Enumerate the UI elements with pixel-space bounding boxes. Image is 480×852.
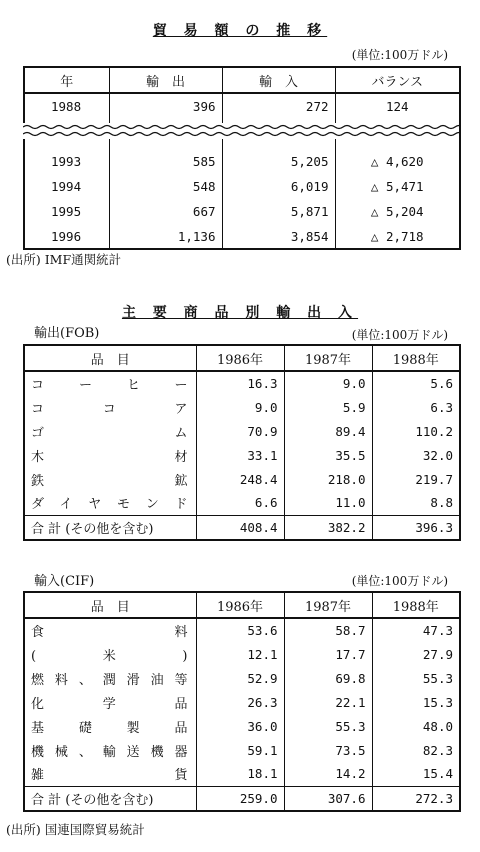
col-1988: 1988年 [372,345,460,371]
item-cell: 燃料、潤滑油等 [31,672,188,688]
table-row [24,174,460,199]
item-cell: (米) [31,648,188,664]
year-cell: 1988 [51,99,82,114]
imports-cell: 272 [222,93,335,119]
value-cell: 5.9 [284,395,372,419]
table-row [24,714,460,738]
value-cell: 110.2 [372,419,460,443]
item-cell: 食料 [31,625,188,640]
value-cell: 219.7 [372,467,460,491]
value-cell: 11.0 [284,491,372,515]
imports-cell: 6,019 [222,174,335,199]
value-cell: 17.7 [284,642,372,666]
exports-cell: 667 [109,199,222,224]
value-cell: 259.0 [196,786,284,811]
col-imports: 輸 入 [222,67,335,93]
item-cell: 雑貨 [31,768,188,784]
item-cell: 木材 [31,449,188,465]
imports-cell: 5,205 [222,149,335,174]
value-cell: 73.5 [284,738,372,762]
col-1986: 1986年 [196,345,284,371]
table-row [24,738,460,762]
value-cell: 32.0 [372,443,460,467]
exports-unit: (単位:100万ドル) [351,328,448,342]
value-cell: 248.4 [196,467,284,491]
value-cell: 9.0 [284,371,372,395]
col-exports: 輸 出 [109,67,222,93]
balance-cell: △ 5,471 [335,174,460,199]
imports-label: 輸入(CIF) [34,574,95,589]
value-cell: 47.3 [372,618,460,642]
table-row [24,491,460,515]
table-row [24,93,460,119]
item-cell: ココア [31,401,188,417]
table-row [24,395,460,419]
value-cell: 396.3 [372,515,460,540]
total-row [24,515,460,540]
value-cell: 36.0 [196,714,284,738]
table-row [24,199,460,224]
value-cell: 6.6 [196,491,284,515]
table-row [24,642,460,666]
value-cell: 218.0 [284,467,372,491]
imports-unit: (単位:100万ドル) [351,574,448,588]
value-cell: 48.0 [372,714,460,738]
balance-cell: △ 4,620 [335,149,460,174]
value-cell: 12.1 [196,642,284,666]
col-1987: 1987年 [284,345,372,371]
value-cell: 55.3 [284,714,372,738]
balance-cell: 124 [335,93,460,119]
table-row [24,419,460,443]
commodity-title: 主 要 商 品 別 輸 出 入 [121,305,359,321]
value-cell: 27.9 [372,642,460,666]
table-row [24,149,460,174]
value-cell: 53.6 [196,618,284,642]
table-row [24,618,460,642]
value-cell: 9.0 [196,395,284,419]
item-cell: 鉄鉱 [31,473,188,489]
year-cell: 1996 [51,228,82,244]
item-cell: 化学品 [31,696,188,712]
value-cell: 35.5 [284,443,372,467]
table-row [24,224,460,249]
col-1987: 1987年 [284,592,372,618]
item-cell: ゴム [31,425,188,441]
item-cell: 基礎製品 [31,720,188,736]
item-cell: ダイヤモンド [31,497,188,513]
exports-cell: 1,136 [109,224,222,249]
table-row [24,371,460,395]
value-cell: 408.4 [196,515,284,540]
value-cell: 70.9 [196,419,284,443]
item-cell: 機械、輸送機器 [31,744,188,760]
year-cell: 1993 [51,154,82,169]
value-cell: 382.2 [284,515,372,540]
value-cell: 82.3 [372,738,460,762]
table-row [24,690,460,714]
value-cell: 55.3 [372,666,460,690]
item-cell: コーヒー [31,378,188,393]
balance-cell: △ 5,204 [335,199,460,224]
value-cell: 69.8 [284,666,372,690]
value-cell: 59.1 [196,738,284,762]
commodity-source: (出所) 国連国際貿易統計 [6,822,145,837]
col-balance: バランス [335,67,460,93]
value-cell: 16.3 [196,371,284,395]
exports-label: 輸出(FOB) [34,326,100,341]
trade-unit: (単位:100万ドル) [351,48,448,62]
value-cell: 307.6 [284,786,372,811]
table-row [24,443,460,467]
balance-cell: △ 2,718 [335,224,460,249]
table-row [24,666,460,690]
col-item: 品 目 [24,345,196,371]
col-item: 品 目 [24,592,196,618]
total-row [24,786,460,811]
imports-cell: 3,854 [222,224,335,249]
col-1986: 1986年 [196,592,284,618]
year-cell: 1995 [51,204,82,219]
trade-table [23,66,461,250]
exports-cell: 585 [109,149,222,174]
value-cell: 18.1 [196,762,284,786]
col-1988: 1988年 [372,592,460,618]
value-cell: 26.3 [196,690,284,714]
value-cell: 8.8 [372,491,460,515]
exports-header-row [24,345,460,371]
value-cell: 14.2 [284,762,372,786]
value-cell: 6.3 [372,395,460,419]
imports-cell: 5,871 [222,199,335,224]
year-cell: 1994 [51,179,82,194]
value-cell: 15.3 [372,690,460,714]
col-year: 年 [24,67,109,93]
table-row [24,467,460,491]
table-row [24,762,460,786]
trade-header-row [24,67,460,93]
value-cell: 58.7 [284,618,372,642]
imports-table [23,591,461,812]
exports-cell: 548 [109,174,222,199]
table-break-wave [23,123,459,139]
value-cell: 5.6 [372,371,460,395]
value-cell: 15.4 [372,762,460,786]
value-cell: 272.3 [372,786,460,811]
total-label: 合 計 (その他を含む) [24,786,196,811]
trade-source: (出所) IMF通関統計 [6,252,122,267]
exports-table [23,344,461,541]
value-cell: 22.1 [284,690,372,714]
trade-title: 貿 易 額 の 推 移 [152,23,328,39]
value-cell: 33.1 [196,443,284,467]
value-cell: 89.4 [284,419,372,443]
total-label: 合 計 (その他を含む) [24,515,196,540]
exports-cell: 396 [109,93,222,119]
imports-header-row [24,592,460,618]
value-cell: 52.9 [196,666,284,690]
